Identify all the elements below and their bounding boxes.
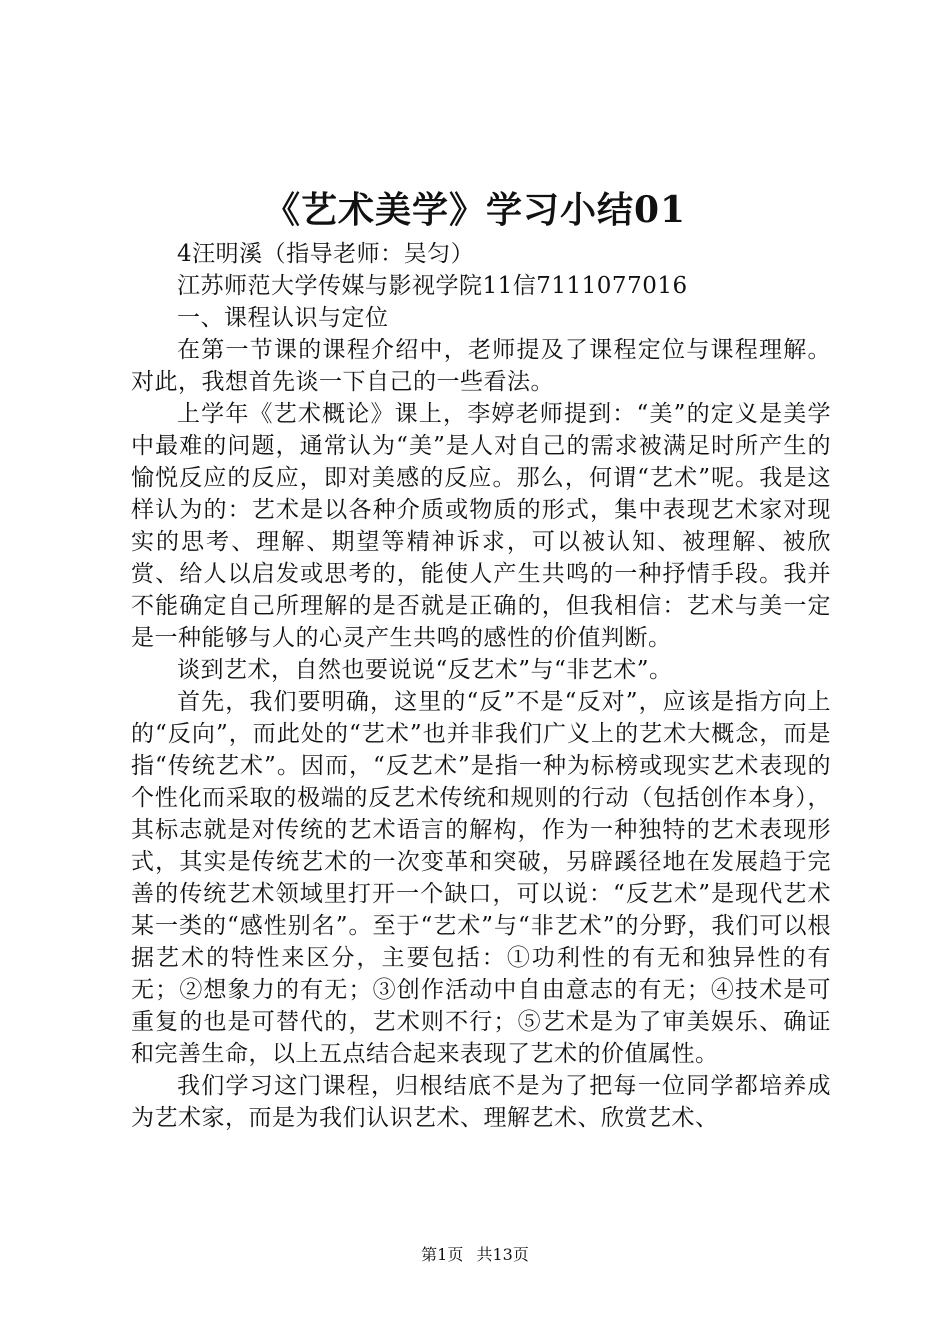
document-body (131, 238, 831, 1134)
paragraph: 首先，我们要明确，这里的“反”不是“反对”，应该是指方向上的“反向”，而此处的“艺术”也并非我们广义上的艺术大概念，而是指“传统艺术”。因而，“反艺术”是指一种为标榜或现实艺术表现的个性化而采取的极端的反艺术传统和规则的行动（包括创作本身），其标志就是对传统的艺术语言的解构，作为一种独特的艺术表现形式，其实是传统艺术的一次变革和突破，另辟蹊径地在发展趋于完善的传统艺术领域里打开一个缺口，可以说：“反艺术”是现代艺术某一类的“感性别名”。至于“艺术”与“非艺术”的分野，我们可以根据艺术的特性来区分，主要包括：①功利性的有无和独异性的有无；②想象力的有无；③创作活动中自由意志的有无；④技术是可重复的也是可替代的，艺术则不行；⑤艺术是为了审美娱乐、确证和完善生命，以上五点结合起来表现了艺术的价值属性。 (131, 689, 831, 1067)
page-number: 第1页 (421, 1245, 464, 1264)
paragraph: 谈到艺术，自然也要说说“反艺术”与“非艺术”。 (177, 657, 673, 683)
page-total: 共13页 (476, 1245, 529, 1264)
author-line: 4汪明溪（指导老师：吴匀） (177, 241, 475, 267)
paragraph: 我们学习这门课程，归根结底不是为了把每一位同学都培养成为艺术家，而是为我们认识艺术、理解艺术、欣赏艺术、 (131, 1073, 831, 1131)
page-footer (0, 1242, 950, 1265)
affiliation-line: 江苏师范大学传媒与影视学院11信7111077016 (177, 273, 688, 299)
paragraph: 上学年《艺术概论》课上，李婷老师提到：“美”的定义是美学中最难的问题，通常认为“美”是人对自己的需求被满足时所产生的愉悦反应的反应，即对美感的反应。那么，何谓“艺术”呢。我是这样认为的：艺术是以各种介质或物质的形式，集中表现艺术家对现实的思考、理解、期望等精神诉求，可以被认知、被理解、被欣赏、给人以启发或思考的，能使人产生共鸣的一种抒情手段。我并不能确定自己所理解的是否就是正确的，但我相信：艺术与美一定是一种能够与人的心灵产生共鸣的感性的价值判断。 (131, 401, 831, 651)
section-heading: 一、课程认识与定位 (177, 305, 389, 331)
paragraph: 在第一节课的课程介绍中，老师提及了课程定位与课程理解。对此，我想首先谈一下自己的一些看法。 (131, 337, 831, 395)
document-title: 《艺术美学》学习小结01 (263, 189, 687, 231)
